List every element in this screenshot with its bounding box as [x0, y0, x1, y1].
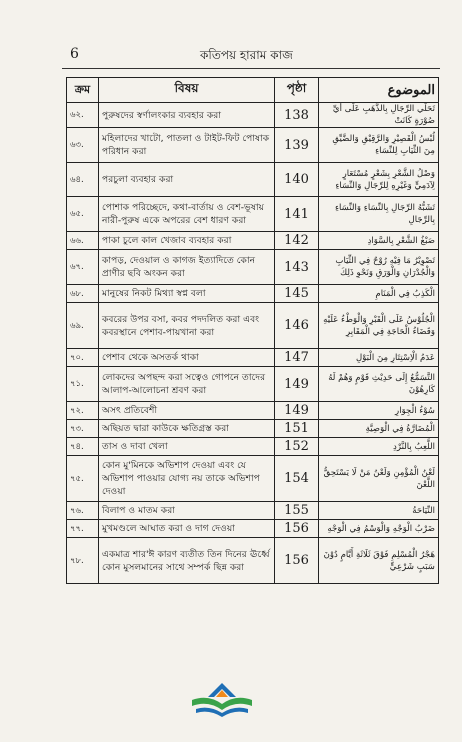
row-arabic-topic: التَّسَمُّعُ إِلَى حَدِيْثِ قَوْمٍ وَهُمْ لَهُ كَارِهُوْنَ	[319, 367, 439, 402]
row-arabic-topic: الْكَذِبُ فِي الْمَنَامِ	[319, 285, 439, 303]
row-serial: ৭৩.	[67, 420, 99, 438]
row-subject: অসৎ প্রতিবেশী	[99, 402, 275, 420]
row-subject: কাপড়, দেওয়াল ও কাগজ ইত্যাদিতে কোন প্রাণীর ছবি অংকন করা	[99, 250, 275, 285]
table-row	[67, 456, 439, 502]
table-row	[67, 538, 439, 584]
row-arabic-topic: لَعْنُ الْمُؤْمِنِ وَلَعْنُ مَنْ لَا يَسْتَحِقُّ اللَّعْنَ	[319, 456, 439, 502]
row-serial: ৭৫.	[67, 456, 99, 502]
row-page-number: 140	[275, 163, 319, 197]
row-subject: একমাত্র শার'ঈ কারণ ব্যতীত তিন দিনের ঊর্ধ্বে কোন মুসলমানের সাথে সম্পর্ক ছিন্ন করা	[99, 538, 275, 584]
row-subject: অছিয়ত দ্বারা কাউকে ক্ষতিগ্রস্ত করা	[99, 420, 275, 438]
row-serial: ৬৪.	[67, 163, 99, 197]
row-serial: ৭০.	[67, 349, 99, 367]
row-page-number: 143	[275, 250, 319, 285]
row-serial: ৭৮.	[67, 538, 99, 584]
table-row	[67, 163, 439, 197]
row-arabic-topic: لُبْسُ الْقَصِيْرِ وَالرَّقِيْقِ وَالضَّيِّقِ مِنَ الثِّيَابِ لِلنِّسَاءِ	[319, 128, 439, 163]
table-row	[67, 232, 439, 250]
row-subject: মুখমণ্ডলে আঘাত করা ও দাগ দেওয়া	[99, 520, 275, 538]
row-serial: ৭৪.	[67, 438, 99, 456]
table-header-row	[67, 78, 439, 103]
row-serial: ৬৯.	[67, 303, 99, 349]
row-page-number: 156	[275, 520, 319, 538]
table-row	[67, 197, 439, 232]
table-row	[67, 285, 439, 303]
row-page-number: 155	[275, 502, 319, 520]
contents-table	[66, 77, 439, 584]
row-page-number: 147	[275, 349, 319, 367]
row-arabic-topic: اللَّعِبُ بِالنَّرْدِ	[319, 438, 439, 456]
row-serial: ৭৬.	[67, 502, 99, 520]
row-page-number: 142	[275, 232, 319, 250]
row-arabic-topic: هَجْرُ الْمُسْلِمِ فَوْقَ ثَلَاثَةِ أَيَّامٍ دُوْنَ سَبَبٍ شَرْعِيٍّ	[319, 538, 439, 584]
row-serial: ৭২.	[67, 402, 99, 420]
publisher-logo-icon	[186, 680, 258, 722]
row-subject: মানুষের নিকট মিথ্যা স্বপ্ন বলা	[99, 285, 275, 303]
row-subject: পেশাব থেকে অসতর্ক থাকা	[99, 349, 275, 367]
row-subject: পুরুষদের স্বর্ণালংকার ব্যবহার করা	[99, 103, 275, 128]
row-page-number: 149	[275, 367, 319, 402]
row-serial: ৭১.	[67, 367, 99, 402]
table-row	[67, 128, 439, 163]
column-header-serial: ক্রম	[67, 78, 99, 103]
row-page-number: 139	[275, 128, 319, 163]
column-header-page: পৃষ্ঠা	[275, 78, 319, 103]
table-row	[67, 250, 439, 285]
row-page-number: 156	[275, 538, 319, 584]
header-rule	[62, 68, 440, 69]
row-page-number: 149	[275, 402, 319, 420]
row-serial: ৬২.	[67, 103, 99, 128]
row-subject: কোন মু'মিনকে অভিশাপ দেওয়া এবং যে অভিশাপ পাওয়ার যোগ্য নয় তাকে অভিশাপ দেওয়া	[99, 456, 275, 502]
row-subject: লোকদের অপছন্দ করা সত্বেও গোপনে তাদের আলাপ-আলোচনা শ্রবণ করা	[99, 367, 275, 402]
row-subject: পাকা চুলে কাল খেজাব ব্যবহার করা	[99, 232, 275, 250]
table-row	[67, 502, 439, 520]
table-row	[67, 402, 439, 420]
table-row	[67, 349, 439, 367]
row-page-number: 141	[275, 197, 319, 232]
row-subject: কবরের উপর বসা, কবর পদদলিত করা এবং কবরস্থানে পেশাব-পায়খানা করা	[99, 303, 275, 349]
row-arabic-topic: عَدَمُ الْاِسْتِتَارِ مِنَ الْبَوْلِ	[319, 349, 439, 367]
row-arabic-topic: الْجُلُوْسُ عَلَى الْقَبْرِ وَالْوَطْءُ عَلَيْهِ وَقَضَاءُ الْحَاجَةِ فِي الْمَقَابِرِ	[319, 303, 439, 349]
row-serial: ৬৫.	[67, 197, 99, 232]
row-subject: পরচুলা ব্যবহার করা	[99, 163, 275, 197]
column-header-arabic-topic: الموضوع	[319, 78, 439, 103]
row-subject: বিলাপ ও মাতম করা	[99, 502, 275, 520]
table-row	[67, 303, 439, 349]
row-arabic-topic: تَحَلِّي الرِّجَالِ بِالذَّهَبِ عَلَى أَيِّ صُوْرَةٍ كَانَتْ	[319, 103, 439, 128]
row-arabic-topic: تَشَبُّهُ الرِّجَالِ بِالنِّسَاءِ وَالنِّسَاءِ بِالرِّجَالِ	[319, 197, 439, 232]
row-page-number: 145	[275, 285, 319, 303]
table-row	[67, 103, 439, 128]
row-page-number: 151	[275, 420, 319, 438]
table-row	[67, 438, 439, 456]
table-row	[67, 520, 439, 538]
row-subject: তাস ও দাবা খেলা	[99, 438, 275, 456]
row-arabic-topic: وَصْلُ الشَّعْرِ بِشَعْرٍ مُسْتَعَارٍ لِآدَمِيٍّ وَغَيْرِهِ لِلرِّجَالِ وَالنِّسَاءِ	[319, 163, 439, 197]
row-arabic-topic: الْمُضَارَّةُ فِي الْوَصِيَّةِ	[319, 420, 439, 438]
page-number: 6	[70, 46, 79, 62]
row-serial: ৬৭.	[67, 250, 99, 285]
row-page-number: 146	[275, 303, 319, 349]
row-page-number: 154	[275, 456, 319, 502]
row-serial: ৬৩.	[67, 128, 99, 163]
row-serial: ৭৭.	[67, 520, 99, 538]
table-row	[67, 367, 439, 402]
row-subject: মহিলাদের খাটো, পাতলা ও টাইট-ফিট পোষাক পরিধান করা	[99, 128, 275, 163]
row-page-number: 138	[275, 103, 319, 128]
table-row	[67, 420, 439, 438]
running-title: কতিপয় হারাম কাজ	[200, 48, 293, 62]
row-serial: ৬৬.	[67, 232, 99, 250]
row-subject: পোশাক পরিচ্ছেদে, কথা-বার্তায় ও বেশ-ভূষায় নারী-পুরুষ একে অপরের বেশ ধারণ করা	[99, 197, 275, 232]
column-header-subject: বিষয়	[99, 78, 275, 103]
row-serial: ৬৮.	[67, 285, 99, 303]
row-arabic-topic: صَبْغُ الشَّعْرِ بِالسَّوَادِ	[319, 232, 439, 250]
row-arabic-topic: ضَرْبُ الْوَجْهِ وَالْوَسْمُ فِي الْوَجْهِ	[319, 520, 439, 538]
table-body	[67, 103, 439, 584]
row-arabic-topic: النِّيَاحَةُ	[319, 502, 439, 520]
row-arabic-topic: تَصْوِيْرُ مَا فِيْهِ رُوْحٌ فِي الثِّيَابِ وَالْجُدْرَانِ وَالْوَرَقِ وَنَحْوِ ذَلِكَ	[319, 250, 439, 285]
row-arabic-topic: سُوْءُ الْجِوَارِ	[319, 402, 439, 420]
row-page-number: 152	[275, 438, 319, 456]
